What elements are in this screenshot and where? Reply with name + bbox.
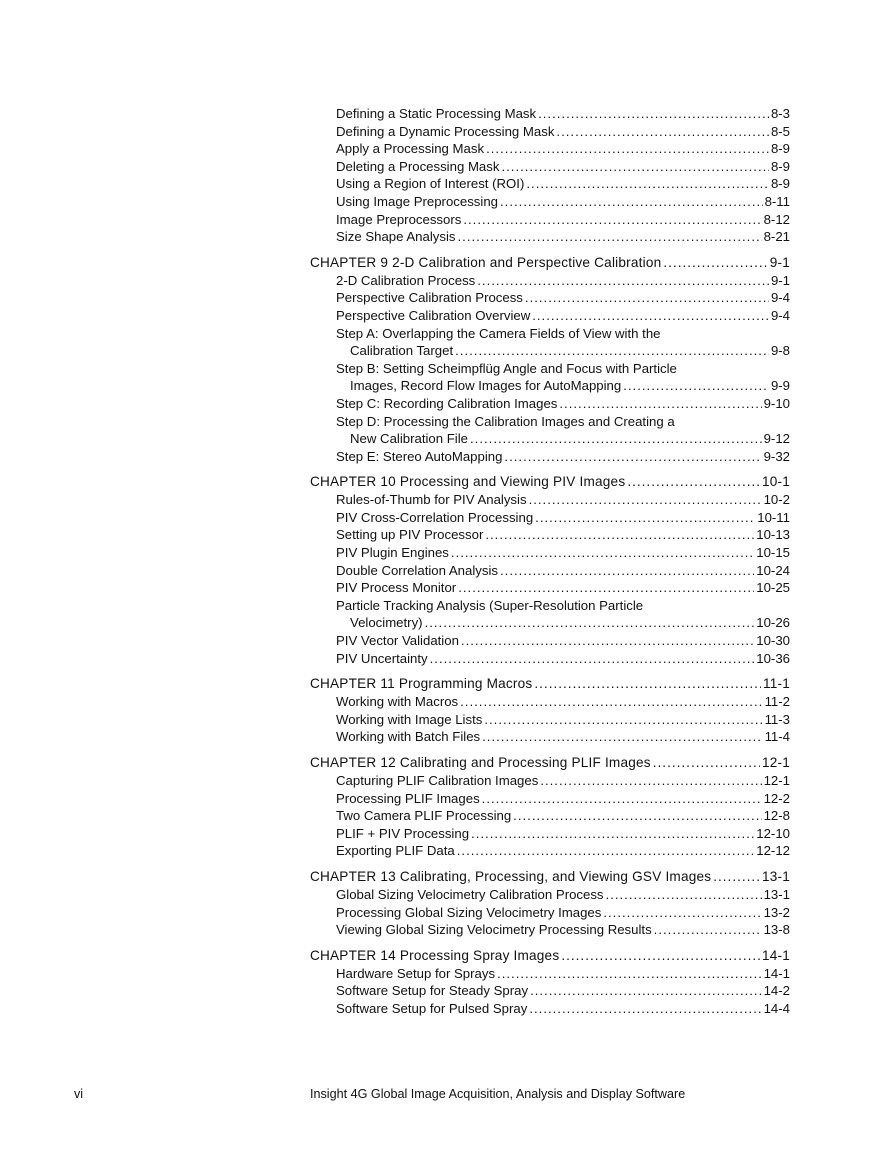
- toc-entry[interactable]: [310, 228, 790, 246]
- toc-entry-title: Perspective Calibration Process: [336, 290, 523, 306]
- dot-leader: [484, 711, 762, 729]
- toc-page-number: 9-4: [770, 290, 790, 306]
- toc-entry-title: Step C: Recording Calibration Images: [336, 395, 558, 411]
- dot-leader: [482, 790, 762, 808]
- dot-leader: [477, 272, 769, 290]
- toc-entry[interactable]: [310, 1000, 790, 1018]
- toc-entry-title: Global Sizing Velocimetry Calibration Process: [336, 886, 604, 902]
- dot-leader: [559, 395, 761, 413]
- toc-entry[interactable]: [310, 193, 790, 211]
- dot-leader: [463, 211, 761, 229]
- toc-entry[interactable]: [310, 886, 790, 904]
- toc-page-number: 11-4: [764, 729, 790, 745]
- toc-page-number: 11-3: [764, 711, 790, 727]
- toc-entry-title: Processing Global Sizing Velocimetry Images: [336, 904, 602, 920]
- toc-page-number: 8-3: [770, 106, 790, 121]
- toc-entry[interactable]: [310, 728, 790, 746]
- toc-entry-title: Software Setup for Steady Spray: [336, 983, 529, 999]
- dot-leader: [603, 904, 761, 922]
- dot-leader: [500, 193, 763, 211]
- toc-page-number: 12-10: [756, 825, 790, 841]
- toc-page-number: 9-1: [769, 254, 790, 270]
- toc-entry-title: Velocimetry): [350, 615, 423, 631]
- toc-entry[interactable]: [310, 491, 790, 509]
- toc-entry-title: PLIF + PIV Processing: [336, 825, 470, 841]
- dot-leader: [538, 105, 769, 123]
- toc-chapter[interactable]: [310, 868, 790, 886]
- toc-entry-title: Exporting PLIF Data: [336, 843, 455, 859]
- toc-entry[interactable]: [310, 158, 790, 176]
- dot-leader: [497, 965, 762, 983]
- toc-entry-title: Software Setup for Pulsed Spray: [336, 1000, 528, 1016]
- toc-page-number: 14-4: [763, 1000, 790, 1016]
- toc-page-number: 9-9: [770, 378, 790, 394]
- dot-leader: [458, 579, 754, 597]
- toc-entry[interactable]: [310, 289, 790, 307]
- toc-entry-title: Calibration Target: [350, 343, 454, 359]
- table-of-contents: [310, 105, 790, 1018]
- dot-leader: [535, 509, 755, 527]
- toc-page-number: 14-2: [763, 983, 790, 999]
- toc-page-number: 10-15: [756, 545, 790, 561]
- toc-chapter[interactable]: [310, 254, 790, 272]
- toc-page-number: 11-2: [764, 694, 790, 710]
- dot-leader: [460, 693, 762, 711]
- toc-entry-title: PIV Vector Validation: [336, 633, 459, 649]
- dot-leader: [529, 1000, 761, 1018]
- toc-page-number: 10-25: [756, 580, 790, 596]
- toc-page-number: 8-9: [770, 158, 790, 174]
- toc-page-number: 8-21: [763, 229, 790, 245]
- toc-entry-title: Two Camera PLIF Processing: [336, 808, 512, 824]
- toc-page-number: 10-13: [756, 527, 790, 543]
- toc-page-number: 8-9: [770, 141, 790, 157]
- toc-entry-title: Using a Region of Interest (ROI): [336, 176, 525, 192]
- toc-entry[interactable]: [310, 632, 790, 650]
- toc-page-number: 10-36: [756, 650, 790, 666]
- toc-entry[interactable]: [310, 175, 790, 193]
- toc-entry[interactable]: [310, 579, 790, 597]
- toc-entry-title: Capturing PLIF Calibration Images: [336, 773, 539, 788]
- toc-entry[interactable]: [310, 825, 790, 843]
- toc-entry-title: Images, Record Flow Images for AutoMapping: [350, 378, 622, 394]
- toc-entry[interactable]: [310, 140, 790, 158]
- toc-page-number: 13-8: [763, 922, 790, 938]
- dot-leader: [529, 491, 762, 509]
- dot-leader: [623, 377, 769, 395]
- toc-page-number: 10-11: [757, 509, 790, 525]
- toc-entry-title: Viewing Global Sizing Velocimetry Processing Results: [336, 922, 652, 938]
- toc-entry[interactable]: [310, 123, 790, 141]
- dot-leader: [606, 886, 762, 904]
- toc-page-number: 13-1: [763, 886, 790, 902]
- toc-entry-title: Defining a Dynamic Processing Mask: [336, 123, 555, 139]
- toc-entry[interactable]: [310, 342, 790, 360]
- toc-page-number: 14-1: [763, 965, 790, 981]
- dot-leader: [430, 650, 755, 668]
- toc-entry-title: PIV Process Monitor: [336, 580, 457, 596]
- toc-entry[interactable]: [310, 509, 790, 527]
- toc-page-number: 10-30: [756, 633, 790, 649]
- toc-entry[interactable]: [310, 904, 790, 922]
- toc-page-number: 12-2: [763, 790, 790, 806]
- toc-page-number: 8-11: [764, 193, 790, 209]
- toc-page-number: 12-8: [763, 808, 790, 824]
- toc-entry-title: Defining a Static Processing Mask: [336, 106, 537, 121]
- toc-chapter[interactable]: [310, 947, 790, 965]
- toc-entry[interactable]: [310, 395, 790, 413]
- dot-leader: [654, 921, 762, 939]
- toc-entry-title: Step E: Stereo AutoMapping: [336, 448, 503, 464]
- toc-entry-title: CHAPTER 12 Calibrating and Processing PLIF Images: [310, 755, 651, 770]
- toc-entry[interactable]: [310, 614, 790, 632]
- dot-leader: [540, 772, 761, 790]
- dot-leader: [627, 473, 760, 491]
- dot-leader: [471, 825, 754, 843]
- toc-entry-title: CHAPTER 9 2-D Calibration and Perspective Calibration: [310, 254, 662, 270]
- toc-entry-title: Image Preprocessors: [336, 211, 462, 227]
- toc-entry[interactable]: [310, 377, 790, 395]
- toc-entry-title: CHAPTER 13 Calibrating, Processing, and Viewing GSV Images: [310, 868, 712, 884]
- toc-entry[interactable]: [310, 921, 790, 939]
- dot-leader: [500, 562, 754, 580]
- toc-entry-title: Perspective Calibration Overview: [336, 307, 531, 323]
- toc-entry-title: Working with Batch Files: [336, 729, 481, 745]
- toc-entry-line: Step B: Setting Scheimpflüg Angle and Focus with Particle: [336, 360, 677, 376]
- toc-entry-title: Size Shape Analysis: [336, 229, 456, 245]
- toc-page-number: 12-12: [756, 843, 790, 859]
- toc-page-number: 8-9: [770, 176, 790, 192]
- toc-page-number: 8-12: [763, 211, 790, 227]
- toc-entry-title: Using Image Preprocessing: [336, 193, 498, 209]
- toc-entry[interactable]: [310, 693, 790, 711]
- toc-page-number: 9-1: [770, 272, 790, 288]
- toc-entry[interactable]: [310, 562, 790, 580]
- toc-entry[interactable]: [310, 526, 790, 544]
- toc-entry[interactable]: [310, 430, 790, 448]
- dot-leader: [532, 307, 769, 325]
- toc-page-number: 13-1: [761, 868, 790, 884]
- dot-leader: [485, 526, 754, 544]
- toc-entry-title: Double Correlation Analysis: [336, 562, 498, 578]
- dot-leader: [470, 430, 762, 448]
- toc-entry[interactable]: [310, 965, 790, 983]
- toc-entry-title: Working with Macros: [336, 694, 459, 710]
- toc-chapter[interactable]: [310, 473, 790, 491]
- dot-leader: [513, 807, 761, 825]
- dot-leader: [501, 158, 768, 176]
- toc-page-number: 9-12: [763, 431, 790, 447]
- toc-entry-title: PIV Uncertainty: [336, 650, 428, 666]
- toc-entry[interactable]: [310, 842, 790, 860]
- dot-leader: [425, 614, 755, 632]
- toc-entry-title: Rules-of-Thumb for PIV Analysis: [336, 492, 527, 508]
- toc-entry-title: Working with Image Lists: [336, 711, 483, 727]
- toc-page-number: 12-1: [763, 773, 790, 788]
- dot-leader: [713, 868, 760, 886]
- toc-entry[interactable]: [310, 544, 790, 562]
- dot-leader: [458, 228, 762, 246]
- dot-leader: [486, 140, 769, 158]
- toc-entry[interactable]: [310, 448, 790, 466]
- toc-page-number: 11-1: [763, 676, 790, 692]
- dot-leader: [504, 448, 761, 466]
- dot-leader: [653, 754, 760, 772]
- dot-leader: [455, 342, 769, 360]
- toc-page-number: 9-8: [770, 343, 790, 359]
- toc-entry[interactable]: [310, 790, 790, 808]
- toc-entry-title: PIV Cross-Correlation Processing: [336, 509, 534, 525]
- toc-page-number: 13-2: [763, 904, 790, 920]
- toc-page-number: 10-24: [756, 562, 790, 578]
- dot-leader: [561, 947, 760, 965]
- toc-entry[interactable]: [310, 772, 790, 790]
- toc-entry[interactable]: [310, 211, 790, 229]
- dot-leader: [556, 123, 769, 141]
- dot-leader: [525, 289, 769, 307]
- toc-entry-line: Step A: Overlapping the Camera Fields of View with the: [336, 325, 661, 341]
- toc-page-number: 12-1: [761, 755, 790, 770]
- dot-leader: [534, 675, 761, 693]
- toc-entry-title: Setting up PIV Processor: [336, 527, 484, 543]
- toc-page-number: 9-32: [763, 448, 790, 464]
- dot-leader: [663, 254, 767, 272]
- toc-entry-title: Processing PLIF Images: [336, 790, 480, 806]
- toc-entry[interactable]: [310, 105, 790, 123]
- toc-entry[interactable]: [310, 807, 790, 825]
- toc-page-number: 9-10: [763, 395, 790, 411]
- toc-entry-title: PIV Plugin Engines: [336, 545, 449, 561]
- toc-entry-line: Step D: Processing the Calibration Images and Creating a: [336, 413, 675, 429]
- toc-entry[interactable]: [310, 711, 790, 729]
- toc-entry-title: New Calibration File: [350, 431, 468, 447]
- toc-entry-title: Hardware Setup for Sprays: [336, 965, 496, 981]
- dot-leader: [482, 728, 762, 746]
- toc-entry-title: CHAPTER 11 Programming Macros: [310, 676, 533, 692]
- toc-page-number: 8-5: [770, 123, 790, 139]
- dot-leader: [451, 544, 754, 562]
- toc-entry-title: CHAPTER 14 Processing Spray Images: [310, 947, 560, 963]
- toc-entry-title: 2-D Calibration Process: [336, 272, 476, 288]
- dot-leader: [526, 175, 769, 193]
- dot-leader: [457, 842, 755, 860]
- toc-chapter[interactable]: [310, 675, 790, 693]
- toc-entry-line: Particle Tracking Analysis (Super-Resolution Particle: [336, 597, 644, 613]
- dot-leader: [461, 632, 754, 650]
- toc-entry[interactable]: [310, 307, 790, 325]
- toc-entry-title: Apply a Processing Mask: [336, 141, 485, 157]
- toc-page-number: 14-1: [761, 947, 790, 963]
- toc-page-number: 10-26: [756, 615, 790, 631]
- toc-entry[interactable]: [310, 272, 790, 290]
- toc-page-number: 10-1: [761, 474, 790, 490]
- toc-entry-title: Deleting a Processing Mask: [336, 158, 500, 174]
- toc-entry[interactable]: [310, 650, 790, 668]
- toc-page-number: 9-4: [770, 307, 790, 323]
- toc-page-number: 10-2: [763, 492, 790, 508]
- footer-title: Insight 4G Global Image Acquisition, Analysis and Display Software: [310, 1087, 686, 1101]
- toc-entry-title: CHAPTER 10 Processing and Viewing PIV Images: [310, 474, 626, 490]
- toc-chapter[interactable]: [310, 754, 790, 772]
- page-number: vi: [74, 1087, 84, 1101]
- dot-leader: [530, 982, 762, 1000]
- toc-entry[interactable]: [310, 982, 790, 1000]
